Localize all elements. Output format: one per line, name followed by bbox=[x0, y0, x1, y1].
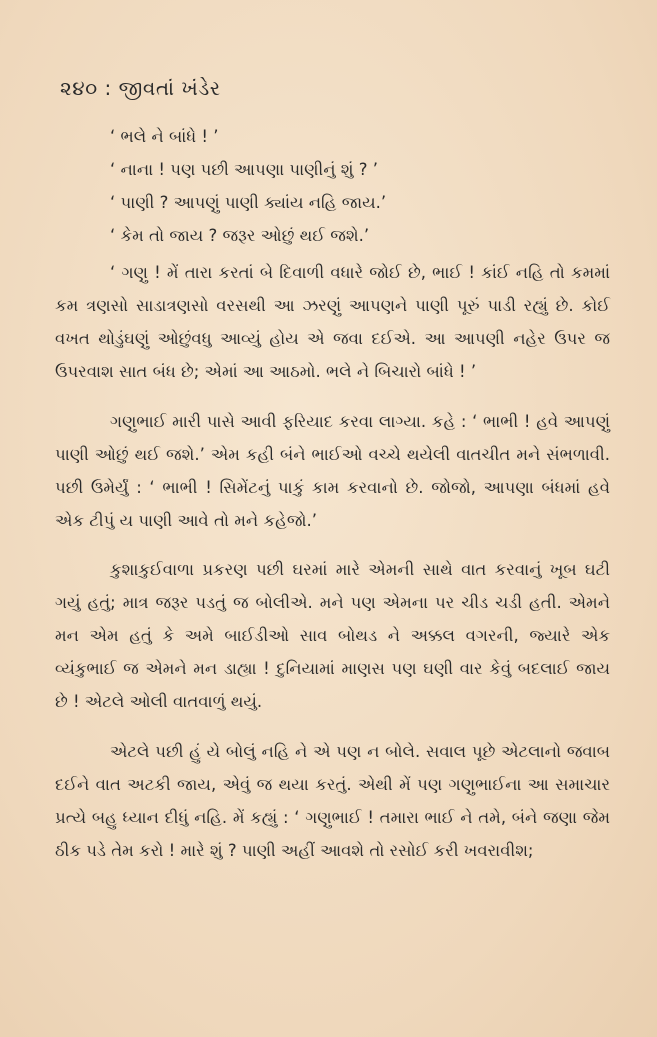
dialog-line: ‘ કેમ તો જાય ? જરૂર ઓછું થઈ જશે.’ bbox=[110, 226, 370, 245]
paragraph: ગણુભાઈ મારી પાસે આવી ફરિયાદ કરવા લાગ્યા. કહે : ‘ ભાભી ! હવે આપણું પાણી ઓછું થઈ જશે.’ એમ કહી બંને ભાઈઓ વચ્ચે થયેલી વાતચીત મને સંભળાવી. પછી ઉમેર્યું : ‘ ભાભી ! સિમેંટનું પાકું કામ કરવાનો છે. જોજો, આપણા બંધમાં હવે એક ટીપું ય પાણી આવે તો મને કહેજો.’ bbox=[55, 411, 610, 530]
book-title: જીવતાં ખંડેર bbox=[118, 76, 221, 100]
dialog-line: ‘ ભલે ને બાંધે ! ’ bbox=[110, 127, 219, 146]
header-separator: : bbox=[104, 76, 112, 100]
paragraph: કુશાકુઈવાળા પ્રકરણ પછી ઘરમાં મારે એમની સાથે વાત કરવાનું ખૂબ ઘટી ગયું હતું; માત્ર જરૂર પડતું જ બોલીએ. મને પણ એમના પર ચીડ ચડી હતી. એમને મન એમ હતું કે અમે બાઈડીઓ સાવ બોથડ ને અક્કલ વગરની, જ્યારે એક વ્યંકુભાઈ જ એમને મન ડાહ્યા ! દુનિયામાં માણસ પણ ઘણી વાર કેવું બદલાઈ જાય છે ! એટલે ઓલી વાતવાળું થયું. bbox=[55, 560, 610, 711]
dialog-line: ‘ નાના ! પણ પછી આપણા પાણીનું શું ? ’ bbox=[110, 160, 379, 179]
dialog-line: ‘ પાણી ? આપણું પાણી ક્યાંય નહિ જાય.’ bbox=[110, 193, 387, 212]
paragraph: ‘ ગણુ ! મેં તારા કરતાં બે દિવાળી વધારે જોઈ છે, ભાઈ ! કાંઈ નહિ તો કમમાં કમ ત્રણસો સાડાત્રણસો વરસથી આ ઝરણું આપણને પાણી પૂરું પાડી રહ્યું છે. કોઈ વખત થોડુંઘણું ઓછુંવધુ આવ્યું હોય એ જવા દઈએ. આ આપણી નહેર ઉપર જ ઉપરવાશ સાત બંધ છે; એમાં આ આઠમો. ભલે ને બિચારો બાંધે ! ’ bbox=[55, 263, 610, 381]
dialog-block bbox=[110, 120, 610, 252]
page-header bbox=[60, 76, 221, 100]
page-number: ૨૪૦ bbox=[60, 76, 98, 100]
page-body bbox=[55, 120, 610, 883]
paragraph: એટલે પછી હું યે બોલું નહિ ને એ પણ ન બોલે. સવાલ પૂછે એટલાનો જવાબ દઈને વાત અટકી જાય, એવું જ થયા કરતું. એથી મેં પણ ગણુભાઈના આ સમાચાર પ્રત્યે બહુ ધ્યાન દીધું નહિ. મેં કહ્યું : ‘ ગણુભાઈ ! તમારા ભાઈ ને તમે, બંને જણા જેમ ઠીક પડે તેમ કરો ! મારે શું ? પાણી અહીં આવશે તો રસોઈ કરી ખવરાવીશ; bbox=[55, 741, 610, 860]
